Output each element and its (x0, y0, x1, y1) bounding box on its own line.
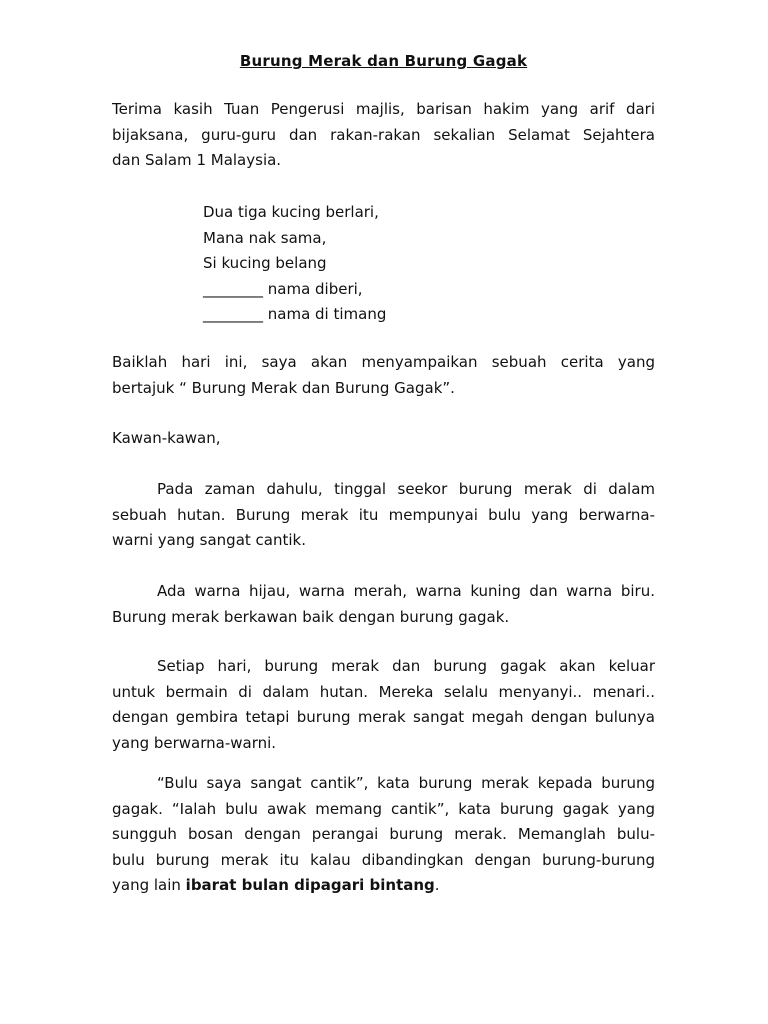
poem-line-3: Si kucing belang (203, 254, 327, 272)
story-paragraph-4 (112, 771, 655, 899)
poem-line-4: ________ nama diberi, (203, 279, 363, 298)
poem-line-2: Mana nak sama, (203, 228, 327, 247)
p3-line-2: untuk bermain di dalam hutan. Mereka selalu menyanyi.. menari.. (112, 682, 655, 701)
p2-line-1: Ada warna hijau, warna merah, warna kuning dan warna biru. (157, 582, 655, 600)
p4-line-3: sungguh bosan dengan perangai burung merak. Memanglah bulu- (112, 825, 655, 843)
poem-line-1: Dua tiga kucing berlari, (203, 203, 379, 221)
p1-line-2: sebuah hutan. Burung merak itu mempunyai bulu yang berwarna- (112, 505, 655, 524)
p4-line-5 (112, 873, 655, 899)
p1-line-3: warni yang sangat cantik. (112, 531, 306, 549)
opening-line-3: dan Salam 1 Malaysia. (112, 151, 282, 169)
p3-line-3: dengan gembira tetapi burung merak sangat megah dengan bulunya (112, 708, 655, 726)
intro-line-2: bertajuk “ Burung Merak dan Burung Gagak”. (112, 378, 455, 397)
p3-line-4: yang berwarna-warni. (112, 733, 277, 752)
poem-line-5: ________ nama di timang (203, 305, 387, 323)
document-page (112, 0, 655, 1024)
opening-paragraph (112, 97, 655, 174)
p1-line-1: Pada zaman dahulu, tinggal seekor burung merak di dalam (157, 480, 655, 498)
p4-line-5-suffix: . (434, 876, 440, 894)
intro-line-1: Baiklah hari ini, saya akan menyampaikan sebuah cerita yang (112, 353, 655, 371)
p4-line-5-prefix: yang lain (112, 876, 186, 894)
salutation: Kawan-kawan, (112, 429, 221, 447)
p4-line-4: bulu burung merak itu kalau dibandingkan dengan burung-burung (112, 850, 655, 869)
document-title: Burung Merak dan Burung Gagak (239, 52, 528, 70)
simile-phrase: ibarat bulan dipagari bintang (185, 876, 435, 894)
story-paragraph-3 (112, 654, 655, 756)
opening-line-1: Terima kasih Tuan Pengerusi majlis, barisan hakim yang arif dari (112, 100, 655, 118)
story-paragraph-1 (112, 477, 655, 554)
story-paragraph-2 (112, 579, 655, 630)
p3-line-1: Setiap hari, burung merak dan burung gagak akan keluar (157, 657, 655, 675)
p4-line-2: gagak. “Ialah bulu awak memang cantik”, kata burung gagak yang (112, 799, 655, 818)
opening-line-2: bijaksana, guru-guru dan rakan-rakan sekalian Selamat Sejahtera (112, 125, 655, 144)
pantun-poem (203, 200, 386, 328)
intro-paragraph (112, 350, 655, 401)
p2-line-2: Burung merak berkawan baik dengan burung gagak. (112, 607, 510, 626)
p4-line-1: “Bulu saya sangat cantik”, kata burung merak kepada burung (157, 774, 655, 792)
